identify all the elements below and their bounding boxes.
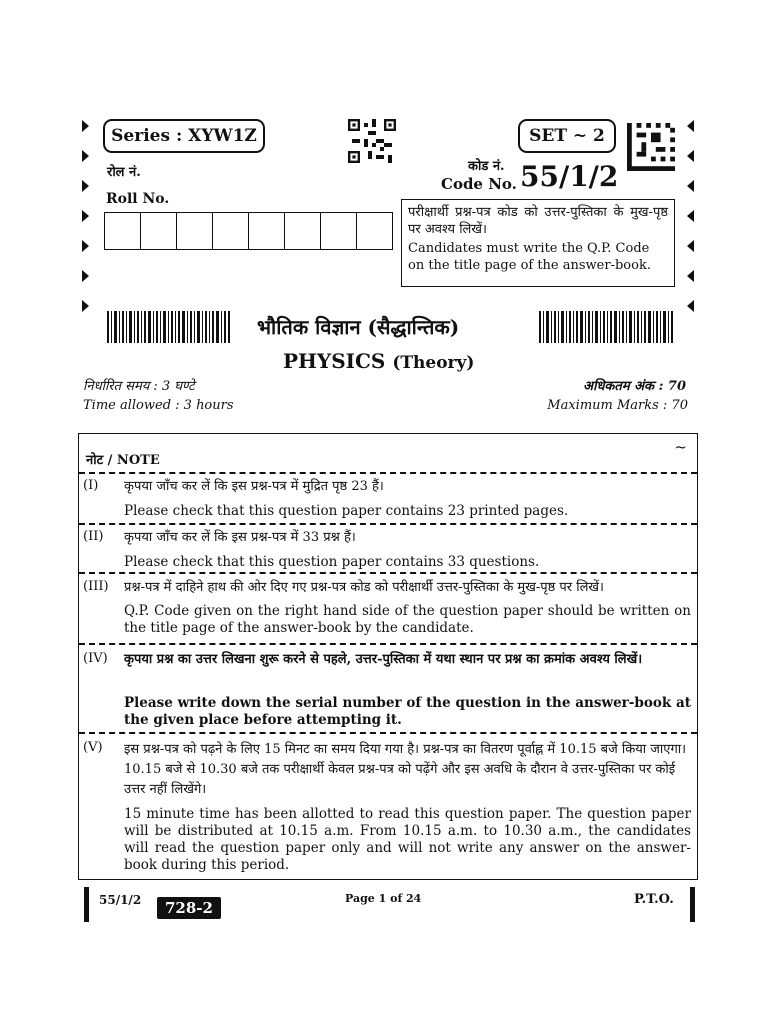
code-no-hindi-label: कोड नं. xyxy=(468,159,505,174)
note-item-hindi: कृपया प्रश्न का उत्तर लिखना शुरू करने से पहले, उत्तर-पुस्तिका में यथा स्थान पर प्रश्न का क्रमांक अवश्य लिखें। xyxy=(124,652,643,667)
note-item-number: (II) xyxy=(83,529,104,544)
divider xyxy=(79,732,697,734)
tilde-mark: ~ xyxy=(674,438,687,456)
time-allowed-hindi: निर्धारित समय : 3 घण्टे xyxy=(83,379,195,394)
subject-title-hindi: भौतिक विज्ञान (सैद्धान्तिक) xyxy=(257,315,460,339)
note-item-hindi: इस प्रश्न-पत्र को पढ़ने के लिए 15 मिनट का समय दिया गया है। प्रश्न-पत्र का वितरण पूर्वाह्न में 10.15 बजे किया जाएगा। 10.15 बजे से 10.30 बजे तक परीक्षार्थी केवल प्रश्न-पत्र को पढ़ेंगे और इस अवधि के दौरान वे उत्तर-पुस्तिका पर कोई उत्तर नहीं लिखेंगे। xyxy=(124,742,687,797)
max-marks-hindi: अधिकतम अंक : 70 xyxy=(583,379,686,394)
roll-no-digit-box[interactable] xyxy=(177,213,213,249)
subject-title xyxy=(283,349,474,373)
note-item-english: 15 minute time has been allotted to read this question paper. The question paper will be distributed at 10.15 a.m. From 10.15 a.m. to 10.30 a.m., the candidates will read the question paper only and will not write any answer on the answer-book during this period. xyxy=(124,806,691,873)
time-allowed: Time allowed : 3 hours xyxy=(83,398,234,413)
data-matrix-icon xyxy=(626,123,676,171)
subject-title-sub: (Theory) xyxy=(392,353,475,373)
note-item-hindi: कृपया जाँच कर लें कि इस प्रश्न-पत्र में 33 प्रश्न हैं। xyxy=(124,530,356,545)
pto-label: P.T.O. xyxy=(634,892,674,907)
roll-no-digit-box[interactable] xyxy=(141,213,177,249)
roll-no-digit-box[interactable] xyxy=(105,213,141,249)
barcode-right-icon xyxy=(539,311,673,343)
max-marks: Maximum Marks : 70 xyxy=(547,398,688,413)
note-item-english: Q.P. Code given on the right hand side of the question paper should be written on the title page of the answer-book by the candidate. xyxy=(124,603,691,636)
divider xyxy=(79,523,697,525)
footer-code: 55/1/2 xyxy=(99,893,142,907)
roll-no-hindi-label: रोल नं. xyxy=(107,165,141,180)
notice-english: Candidates must write the Q.P. Code on the title page of the answer-book. xyxy=(408,241,651,273)
footer-bar-right xyxy=(690,887,695,922)
qp-code-notice xyxy=(401,199,675,287)
roll-no-digit-box[interactable] xyxy=(357,213,392,249)
note-item-number: (I) xyxy=(83,478,99,493)
note-heading: नोट / NOTE xyxy=(86,453,160,468)
barcode-left-icon xyxy=(107,311,230,343)
footer-badge: 728-2 xyxy=(157,897,221,919)
note-item-english: Please check that this question paper contains 33 questions. xyxy=(124,554,540,570)
page-number: Page 1 of 24 xyxy=(345,892,422,905)
roll-no-digit-box[interactable] xyxy=(321,213,357,249)
code-no-value: 55/1/2 xyxy=(520,160,619,193)
set-label: SET ~ 2 xyxy=(518,119,616,153)
footer-bar-left xyxy=(84,887,89,922)
note-item-hindi: प्रश्न-पत्र में दाहिने हाथ की ओर दिए गए प्रश्न-पत्र कोड को परीक्षार्थी उत्तर-पुस्तिका के मुख-पृष्ठ पर लिखें। xyxy=(124,580,604,595)
note-item-english: Please check that this question paper contains 23 printed pages. xyxy=(124,503,569,519)
qr-code-icon xyxy=(348,119,396,163)
divider xyxy=(79,472,697,474)
roll-no-boxes[interactable] xyxy=(104,212,393,250)
note-box xyxy=(78,433,698,880)
roll-no-label: Roll No. xyxy=(106,191,170,207)
note-item-number: (IV) xyxy=(83,651,108,666)
notice-hindi: परीक्षार्थी प्रश्न-पत्र कोड को उत्तर-पुस्तिका के मुख-पृष्ठ पर अवश्य लिखें। xyxy=(408,205,668,237)
roll-no-digit-box[interactable] xyxy=(285,213,321,249)
roll-no-digit-box[interactable] xyxy=(249,213,285,249)
divider xyxy=(79,643,697,645)
note-item-english: Please write down the serial number of the question in the answer-book at the given place before attempting it. xyxy=(124,695,691,728)
code-no-label: Code No. xyxy=(441,175,517,193)
subject-title-english: PHYSICS xyxy=(283,349,386,373)
note-item-number: (III) xyxy=(83,579,109,594)
note-item-number: (V) xyxy=(83,740,103,755)
note-item-hindi: कृपया जाँच कर लें कि इस प्रश्न-पत्र में मुद्रित पृष्ठ 23 हैं। xyxy=(124,479,384,494)
series-label: Series : XYW1Z xyxy=(103,119,265,153)
divider xyxy=(79,572,697,574)
roll-no-digit-box[interactable] xyxy=(213,213,249,249)
